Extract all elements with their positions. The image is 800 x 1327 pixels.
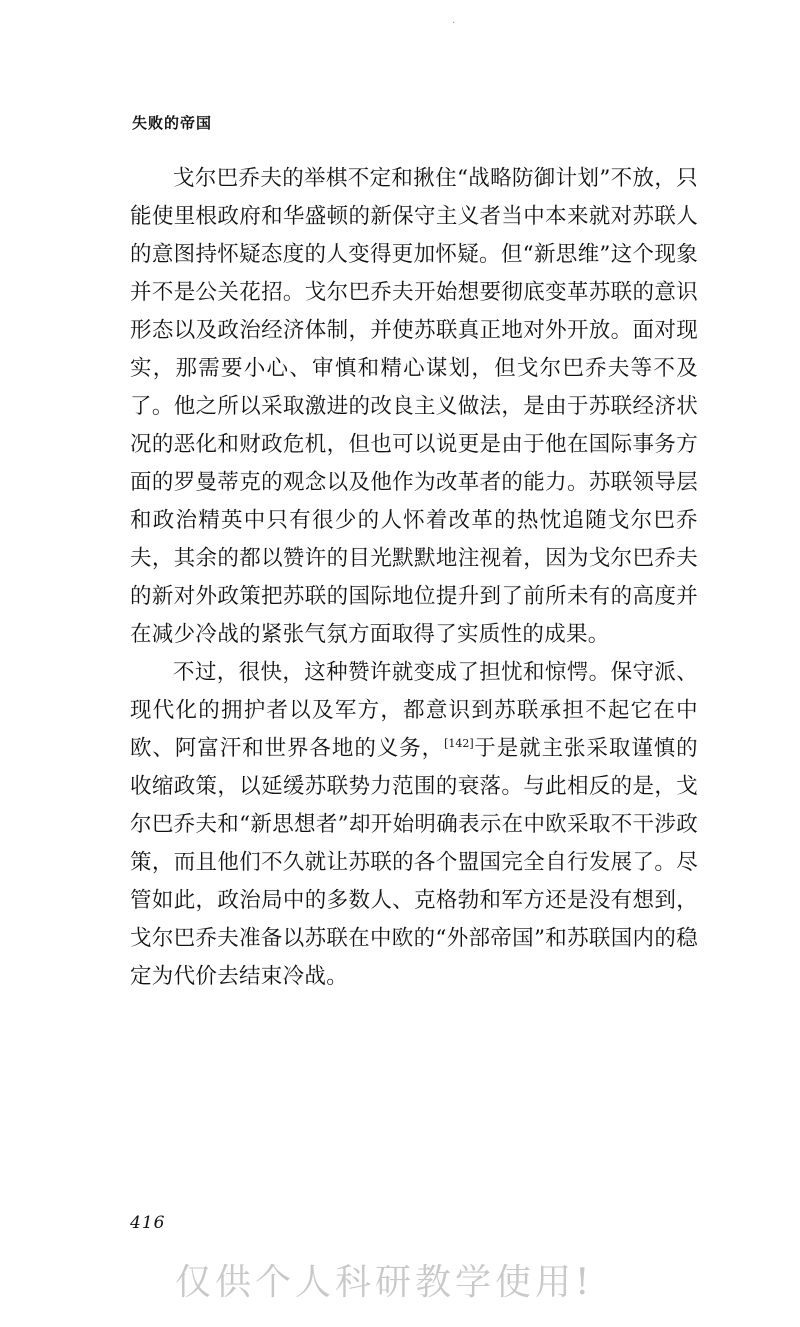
paragraph-2-part-2: 于是就主张采取谨慎的收缩政策，以延缓苏联势力范围的衰落。与此相反的是，戈尔巴乔夫和“新思想者”却开始明确表示在中欧采取不干涉政策，而且他们不久就让苏联的各个盟国完全自行发展了。尽管如此，政治局中的多数人、克格勃和军方还是没有想到，戈尔巴乔夫准备以苏联在中欧的“外部帝国”和苏联国内的稳定为代价去结束冷战。	[130, 736, 698, 989]
page-number: 416	[130, 1213, 166, 1233]
paragraph-2-part-1: 不过，很快，这种赞许就变成了担忧和惊愕。保守派、现代化的拥护者以及军方，都意识到苏联承担不起它在中欧、阿富汗和世界各地的义务，	[130, 660, 698, 761]
paragraph-2	[130, 654, 698, 996]
watermark: 仅供个人科研教学使用!	[175, 1262, 594, 1303]
body-text	[130, 160, 698, 996]
scan-mark: ·	[452, 18, 456, 29]
footnote-reference: [142]	[444, 736, 474, 750]
paragraph-1: 戈尔巴乔夫的举棋不定和揪住“战略防御计划”不放，只能使里根政府和华盛顿的新保守主义者当中本来就对苏联人的意图持怀疑态度的人变得更加怀疑。但“新思维”这个现象并不是公关花招。戈尔巴乔夫开始想要彻底变革苏联的意识形态以及政治经济体制，并使苏联真正地对外开放。面对现实，那需要小心、审慎和精心谋划，但戈尔巴乔夫等不及了。他之所以采取激进的改良主义做法，是由于苏联经济状况的恶化和财政危机，但也可以说更是由于他在国际事务方面的罗曼蒂克的观念以及他作为改革者的能力。苏联领导层和政治精英中只有很少的人怀着改革的热忱追随戈尔巴乔夫，其余的都以赞许的目光默默地注视着，因为戈尔巴乔夫的新对外政策把苏联的国际地位提升到了前所未有的高度并在减少冷战的紧张气氛方面取得了实质性的成果。	[130, 166, 698, 647]
running-header: 失败的帝国	[132, 114, 213, 132]
